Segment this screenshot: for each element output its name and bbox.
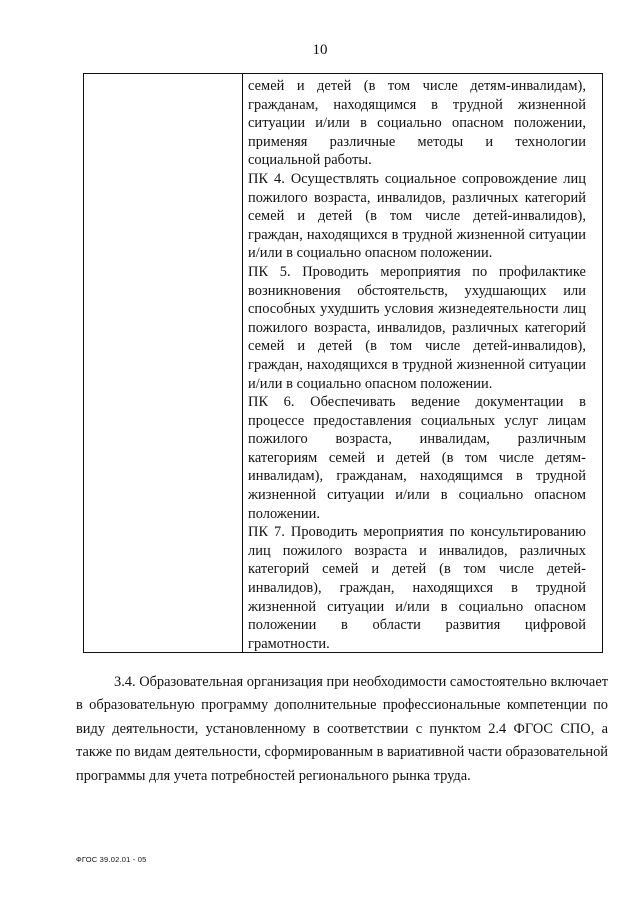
section-3-4 (76, 671, 608, 788)
competency-pk6: ПК 6. Обеспечивать ведение документации в процессе предоставления социальных услуг лицам пожилого возраста, инвалидам, различным категориям семей и детей (в том числе детям-инвалидам), гражданам, находящимся в трудной жизненной ситуации и/или в социально опасном положении. (248, 394, 586, 522)
competency-pk4: ПК 4. Осуществлять социальное сопровождение лиц пожилого возраста, инвалидов, различных категорий семей и детей (в том числе детей-инвалидов), граждан, находящихся в трудной жизненной ситуации и/или в социально опасном положении. (248, 170, 586, 262)
table-right-cell (244, 74, 604, 652)
competency-continuation: семей и детей (в том числе детям-инвалидам), гражданам, находящимся в трудной жизненной ситуации и/или в социально опасном положении, применяя различные методы и технологии социальной работы. (248, 78, 586, 169)
document-code-footer: ФГОС 39.02.01 - 05 (76, 855, 147, 864)
table-left-cell (84, 74, 243, 652)
competency-pk7: ПК 7. Проводить мероприятия по консультированию лиц пожилого возраста и инвалидов, различных категорий семей и детей (в том числе детей-инвалидов), граждан, находящихся в трудной жизненной ситуации и/или в социально опасном положении в области развития цифровой грамотности. (248, 524, 586, 652)
competencies-list (248, 77, 586, 653)
section-3-4-paragraph: 3.4. Образовательная организация при необходимости самостоятельно включает в образовательную программу дополнительные профессиональные компетенции по виду деятельности, установленному в соответствии с пунктом 2.4 ФГОС СПО, а также по видам деятельности, сформированным в вариативной части образовательной программы для учета потребностей регионального рынка труда. (76, 674, 608, 784)
competency-pk5: ПК 5. Проводить мероприятия по профилактике возникновения обстоятельств, ухудшающих или способных ухудшить условия жизнедеятельности лиц пожилого возраста, инвалидов, различных категорий семей и детей (в том числе детей-инвалидов), граждан, находящихся в трудной жизненной ситуации и/или в социально опасном положении. (248, 263, 586, 392)
competencies-table (83, 73, 603, 653)
page-number: 10 (312, 42, 328, 58)
